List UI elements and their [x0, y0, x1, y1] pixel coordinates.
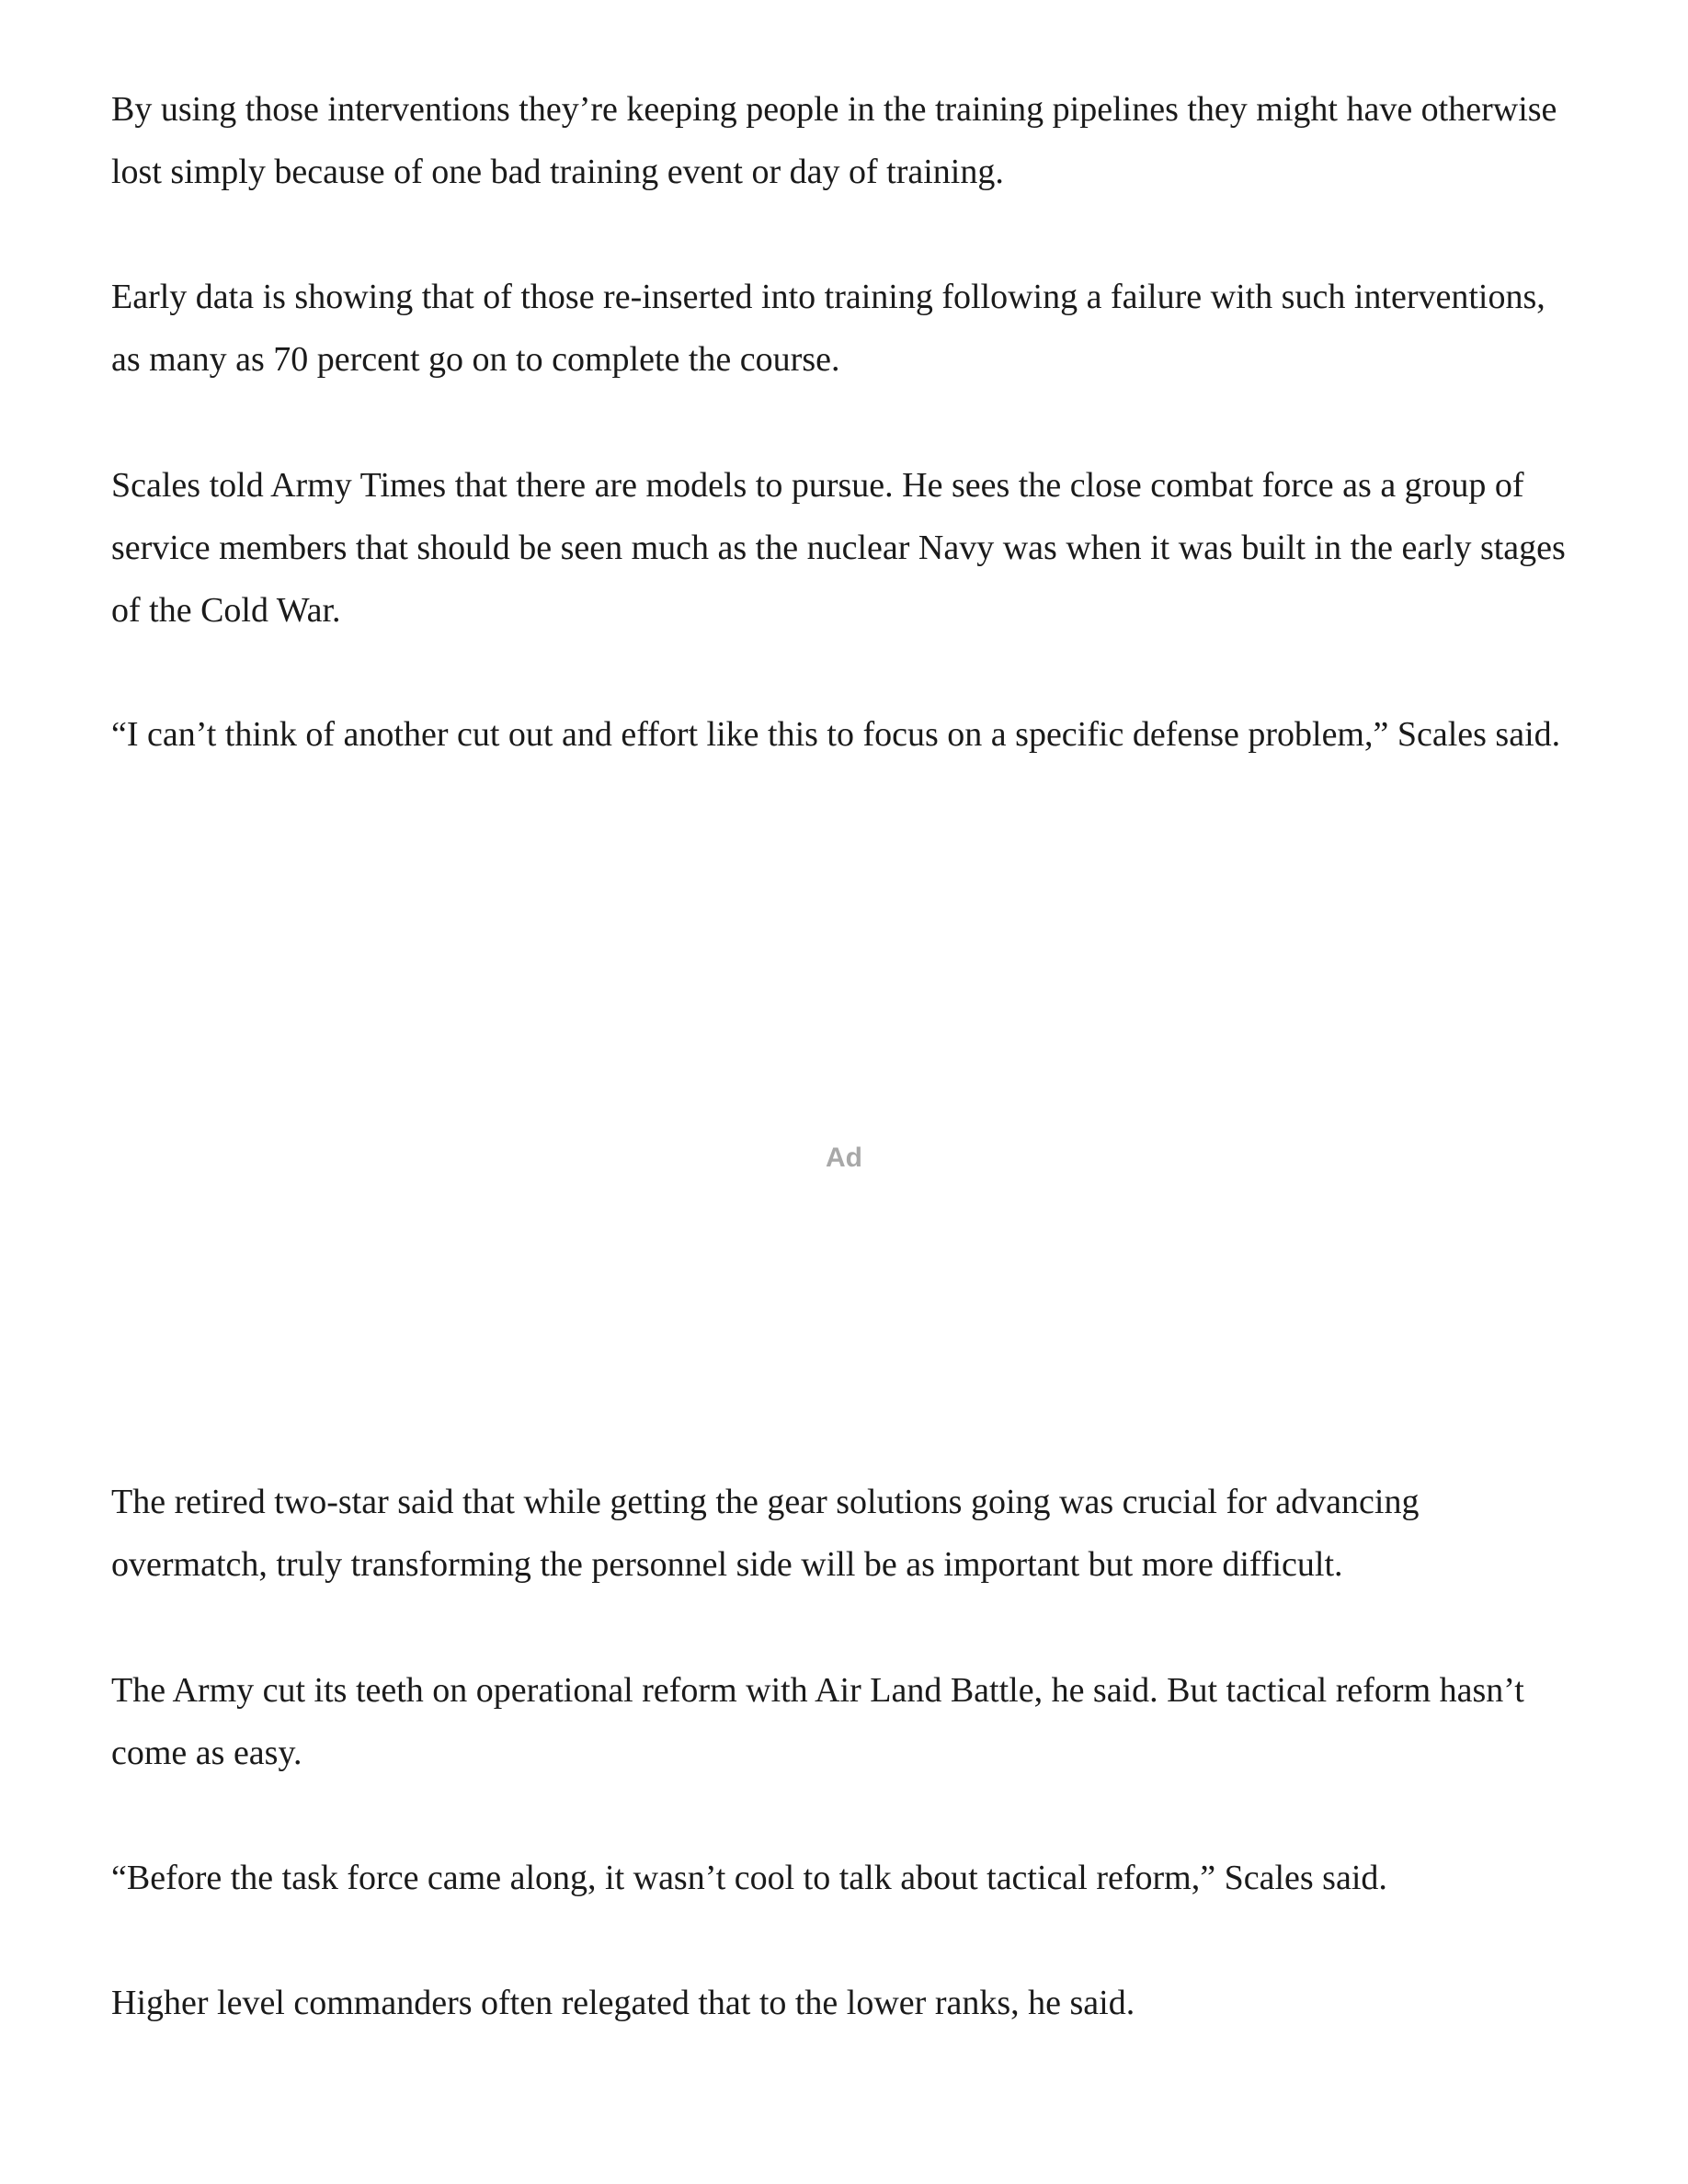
ad-label: Ad	[826, 1143, 862, 1173]
article-paragraph-7: “Before the task force came along, it wasn’t cool to talk about tactical reform,” Scales said.	[111, 1859, 1387, 1897]
article-paragraph-2: Early data is showing that of those re-inserted into training following a failure with such interventions, as many as 70 percent go on to complete the course.	[111, 278, 1545, 379]
article-paragraph-4: “I can’t think of another cut out and effort like this to focus on a specific defense problem,” Scales said.	[111, 715, 1561, 754]
article-paragraph-8: Higher level commanders often relegated that to the lower ranks, he said.	[111, 1984, 1135, 2022]
ad-slot[interactable]	[111, 965, 1577, 1351]
article-paragraph-5: The retired two-star said that while getting the gear solutions going was crucial for advancing overmatch, truly transforming the personnel side will be as important but more difficult.	[111, 1483, 1420, 1584]
article-paragraph-1: By using those interventions they’re keeping people in the training pipelines they might have otherwise lost simply because of one bad training event or day of training.	[111, 90, 1557, 191]
article-paragraph-3: Scales told Army Times that there are models to pursue. He sees the close combat force as a group of service members that should be seen much as the nuclear Navy was when it was built in the early stages of the Cold War.	[111, 466, 1566, 630]
article-paragraph-6: The Army cut its teeth on operational reform with Air Land Battle, he said. But tactical reform hasn’t come as easy.	[111, 1671, 1524, 1772]
